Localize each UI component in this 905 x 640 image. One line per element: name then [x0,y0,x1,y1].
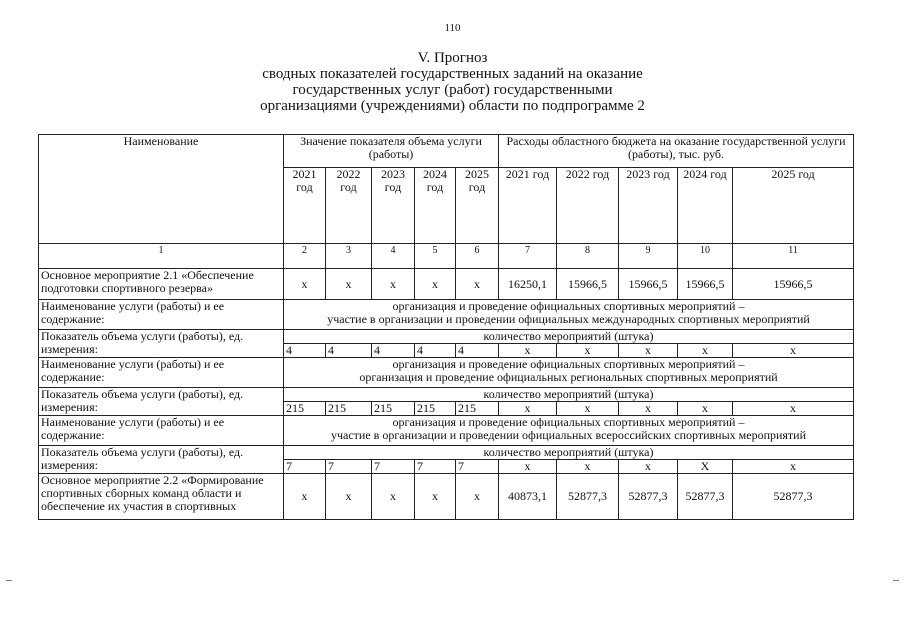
value-cell: x [619,402,678,416]
column-number: 2 [284,244,326,269]
column-number: 5 [415,244,456,269]
service-line: участие в организации и проведении официальных всероссийских спортивных мероприятий [330,428,807,442]
header-volume-year: 2023 год [372,168,415,244]
service-label: Наименование услуги (работы) и ее содержание: [39,300,284,330]
indicator-unit: количество мероприятий (штука) [284,330,854,344]
value-cell: x [619,344,678,358]
value-cell: x [326,269,372,300]
value-cell: 40873,1 [499,474,557,520]
value-cell: x [733,460,854,474]
value-cell: x [678,344,733,358]
service-line: организация и проведение официальных региональных спортивных мероприятий [359,370,778,384]
value-cell: x [415,474,456,520]
value-cell: x [456,269,499,300]
column-number: 1 [39,244,284,269]
value-cell: x [499,402,557,416]
column-number: 9 [619,244,678,269]
value-cell: x [372,474,415,520]
header-volume-year: 2021 год [284,168,326,244]
value-cell: 15966,5 [557,269,619,300]
value-cell: 215 [372,402,415,416]
scan-edge-mark [6,580,12,581]
column-number-row [39,244,854,269]
column-number: 8 [557,244,619,269]
title-line: сводных показателей государственных заданий на оказание [262,66,643,82]
service-line: организация и проведение официальных спортивных мероприятий – [392,357,745,371]
service-description [284,358,854,388]
measure-name: Основное мероприятие 2.1 «Обеспечение подготовки спортивного резерва» [39,269,284,300]
value-cell: 7 [284,460,326,474]
service-line: участие в организации и проведении официальных международных спортивных мероприятий [327,312,810,326]
value-cell: 7 [456,460,499,474]
column-number: 3 [326,244,372,269]
header-expense-year: 2024 год [678,168,733,244]
table-row-measure-2-2 [39,474,854,520]
value-cell: 215 [326,402,372,416]
column-number: 11 [733,244,854,269]
value-cell: 4 [284,344,326,358]
header-volume-year: 2022 год [326,168,372,244]
value-cell: x [733,344,854,358]
service-line: организация и проведение официальных спортивных мероприятий – [392,299,745,313]
value-cell: 215 [284,402,326,416]
value-cell: 15966,5 [678,269,733,300]
value-cell: 4 [326,344,372,358]
indicator-label: Показатель объема услуги (работы), ед. измерения: [39,330,284,358]
value-cell: x [372,269,415,300]
title-line: государственных услуг (работ) государственными [292,82,613,98]
scan-edge-mark [893,580,899,581]
value-cell: x [499,344,557,358]
column-number: 10 [678,244,733,269]
value-cell: 4 [456,344,499,358]
title-line: V. Прогноз [417,50,488,66]
service-description [284,416,854,446]
value-cell: x [557,344,619,358]
value-cell: 15966,5 [733,269,854,300]
indicator-unit: количество мероприятий (штука) [284,446,854,460]
table-row-service [39,358,854,388]
header-expense-group: Расходы областного бюджета на оказание государственной услуги (работы), тыс. руб. [499,135,854,168]
page-number: 110 [444,22,461,34]
column-number: 7 [499,244,557,269]
value-cell: 16250,1 [499,269,557,300]
table-row-indicator [39,330,854,344]
value-cell: x [284,269,326,300]
value-cell: x [557,402,619,416]
value-cell: x [499,460,557,474]
value-cell: x [456,474,499,520]
value-cell: 52877,3 [678,474,733,520]
indicator-label: Показатель объема услуги (работы), ед. измерения: [39,388,284,416]
service-description [284,300,854,330]
measure-name: Основное мероприятие 2.2 «Формирование спортивных сборных команд области и обеспечение их участия в спортивных [39,474,284,520]
value-cell: 52877,3 [557,474,619,520]
service-label: Наименование услуги (работы) и ее содержание: [39,416,284,446]
value-cell: 52877,3 [619,474,678,520]
table-row-indicator [39,388,854,402]
value-cell: 4 [415,344,456,358]
header-volume-group: Значение показателя объема услуги (работы) [284,135,499,168]
value-cell: 215 [456,402,499,416]
value-cell: 52877,3 [733,474,854,520]
header-expense-year: 2023 год [619,168,678,244]
column-number: 6 [456,244,499,269]
value-cell: 7 [415,460,456,474]
indicator-label: Показатель объема услуги (работы), ед. измерения: [39,446,284,474]
value-cell: 215 [415,402,456,416]
value-cell: X [678,460,733,474]
value-cell: x [284,474,326,520]
table-row-service [39,416,854,446]
value-cell: x [557,460,619,474]
table-row-measure-2-1 [39,269,854,300]
value-cell: 7 [372,460,415,474]
header-volume-year: 2025 год [456,168,499,244]
table-row-service [39,300,854,330]
table-row-indicator [39,446,854,460]
value-cell: 4 [372,344,415,358]
value-cell: x [326,474,372,520]
value-cell: x [733,402,854,416]
title-line: организациями (учреждениями) области по подпрограмме 2 [260,98,645,114]
value-cell: x [619,460,678,474]
service-line: организация и проведение официальных спортивных мероприятий – [392,415,745,429]
column-number: 4 [372,244,415,269]
service-label: Наименование услуги (работы) и ее содержание: [39,358,284,388]
header-expense-year: 2022 год [557,168,619,244]
header-expense-year: 2021 год [499,168,557,244]
value-cell: x [415,269,456,300]
header-expense-year: 2025 год [733,168,854,244]
document-title [0,50,905,114]
value-cell: 15966,5 [619,269,678,300]
header-name: Наименование [39,135,284,244]
forecast-table [38,134,854,520]
indicator-unit: количество мероприятий (штука) [284,388,854,402]
value-cell: x [678,402,733,416]
header-volume-year: 2024 год [415,168,456,244]
value-cell: 7 [326,460,372,474]
